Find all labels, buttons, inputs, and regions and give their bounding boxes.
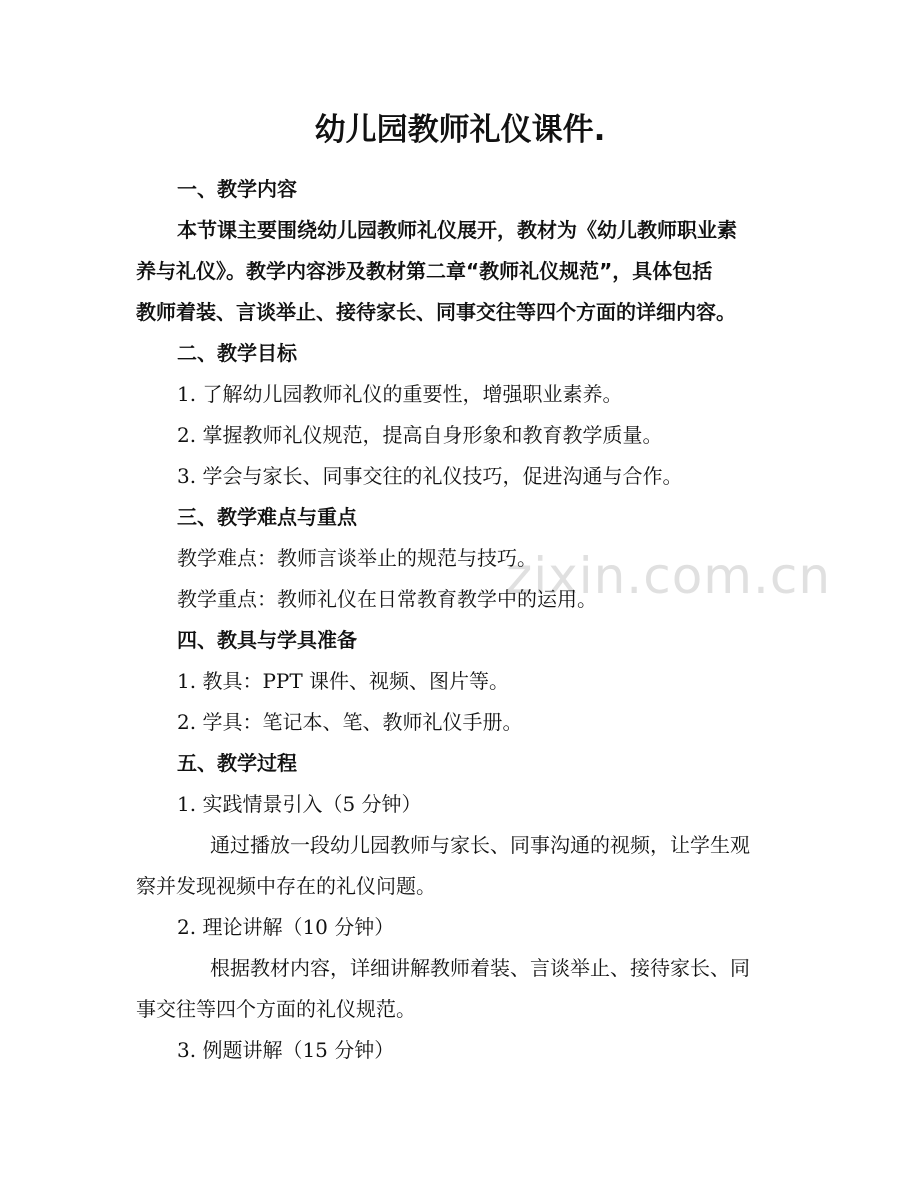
paragraph-line: 通过播放一段幼儿园教师与家长、同事沟通的视频，让学生观 [210, 833, 750, 857]
list-item: 3. 学会与家长、同事交往的礼仪技巧，促进沟通与合作。 [177, 464, 683, 488]
list-item: 1. 教具：PPT 课件、视频、图片等。 [177, 669, 510, 693]
paragraph-line: 根据教材内容，详细讲解教师着装、言谈举止、接待家长、同 [210, 956, 750, 980]
list-item: 1. 了解幼儿园教师礼仪的重要性，增强职业素养。 [177, 382, 623, 406]
step-heading: 2. 理论讲解（10 分钟） [177, 915, 395, 939]
watermark: zixin.com.cn [506, 547, 832, 605]
list-item: 2. 学具：笔记本、笔、教师礼仪手册。 [177, 710, 523, 734]
step-heading: 1. 实践情景引入（5 分钟） [177, 792, 422, 816]
difficulty-text: 教学难点：教师言谈举止的规范与技巧。 [177, 546, 537, 570]
section-heading-process: 五、教学过程 [177, 751, 297, 775]
section-heading-materials: 四、教具与学具准备 [177, 628, 357, 652]
paragraph-line: 事交往等四个方面的礼仪规范。 [136, 997, 416, 1021]
list-item: 2. 掌握教师礼仪规范，提高自身形象和教育教学质量。 [177, 423, 663, 447]
paragraph-line: 本节课主要围绕幼儿园教师礼仪展开，教材为《幼儿教师职业素 [177, 218, 737, 242]
paragraph-line: 教师着装、言谈举止、接待家长、同事交往等四个方面的详细内容。 [136, 300, 736, 324]
step-heading: 3. 例题讲解（15 分钟） [177, 1038, 395, 1062]
section-heading-content: 一、教学内容 [177, 177, 297, 201]
paragraph-line: 养与礼仪》。教学内容涉及教材第二章“教师礼仪规范”，具体包括 [136, 259, 713, 283]
key-point-text: 教学重点：教师礼仪在日常教育教学中的运用。 [177, 587, 597, 611]
document-title: 幼儿园教师礼仪课件. [314, 112, 606, 148]
section-heading-objectives: 二、教学目标 [177, 341, 297, 365]
paragraph-line: 察并发现视频中存在的礼仪问题。 [136, 874, 436, 898]
section-heading-difficulty: 三、教学难点与重点 [177, 505, 357, 529]
